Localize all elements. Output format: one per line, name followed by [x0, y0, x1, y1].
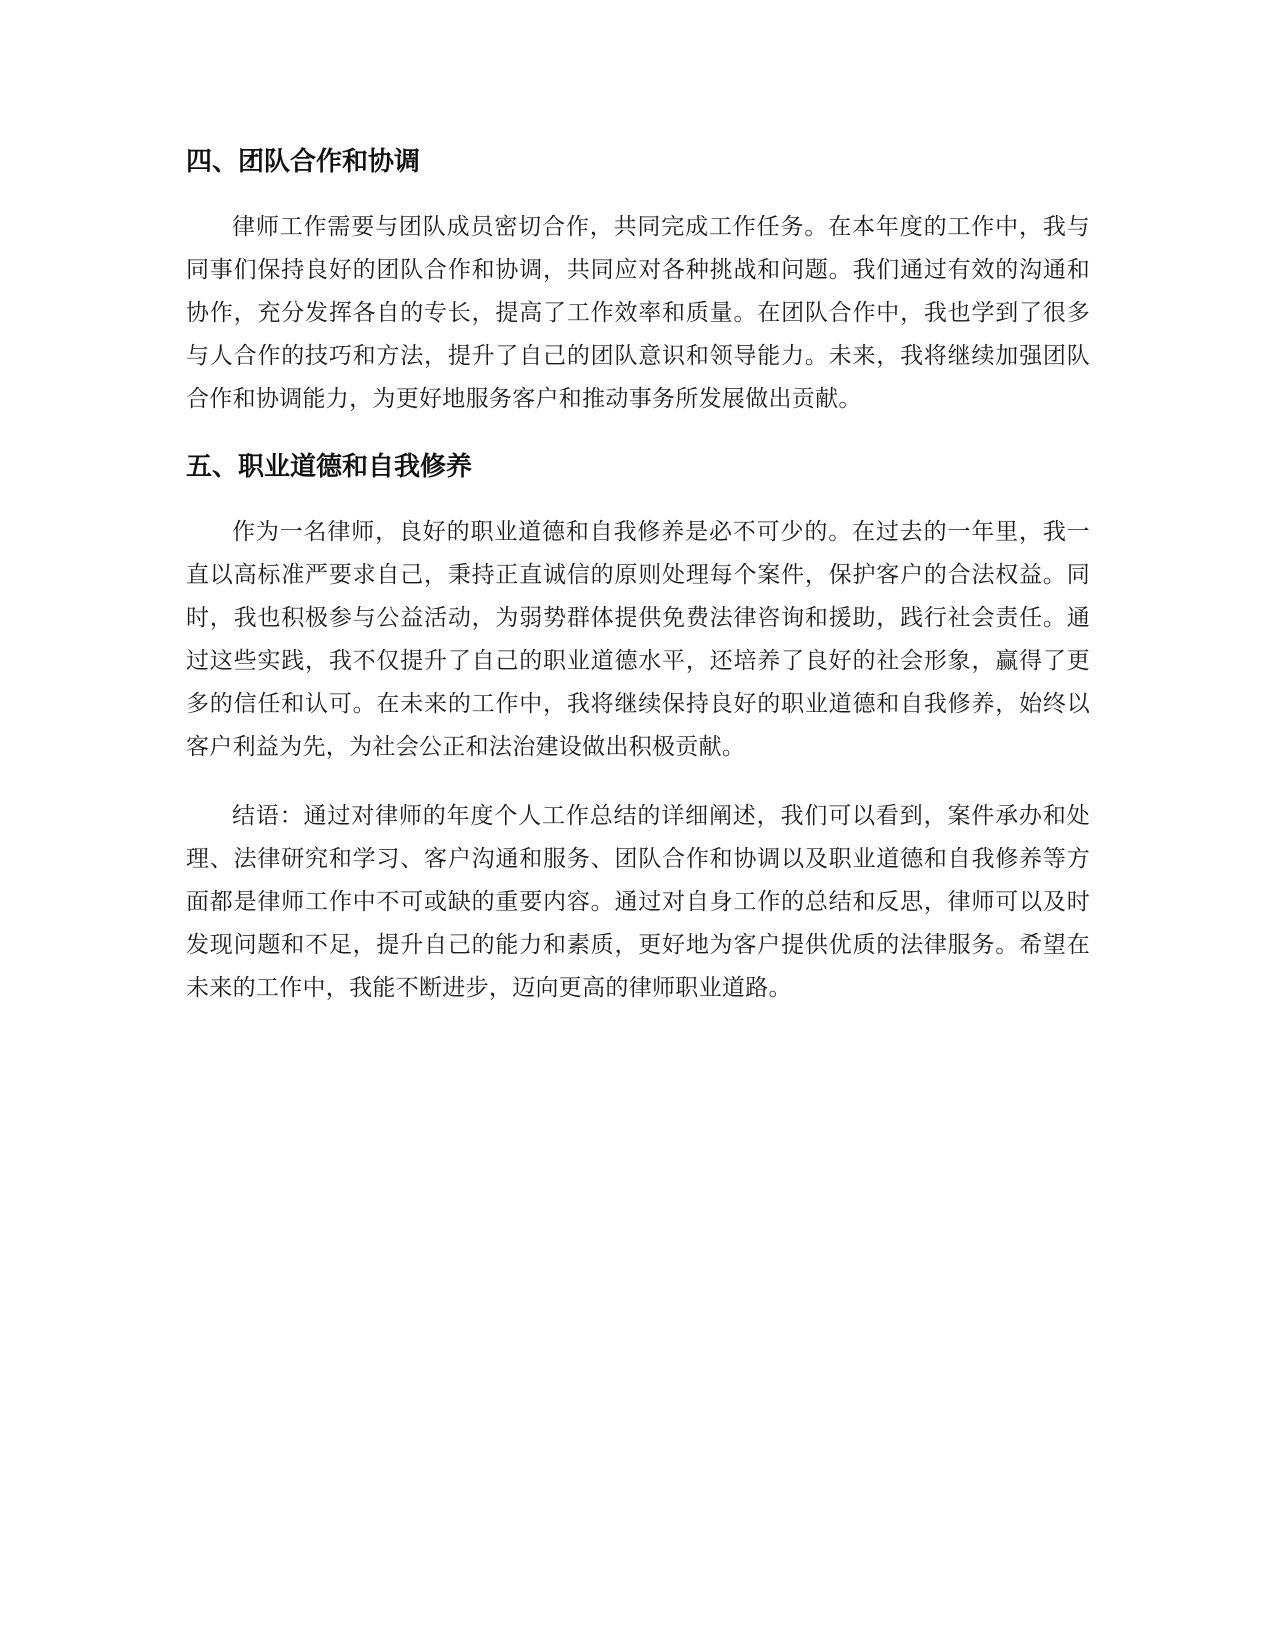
section-paragraph-teamwork: 律师工作需要与团队成员密切合作，共同完成工作任务。在本年度的工作中，我与同事们保持良好的团队合作和协调，共同应对各种挑战和问题。我们通过有效的沟通和协作，充分发挥各自的专长，提高了工作效率和质量。在团队合作中，我也学到了很多与人合作的技巧和方法，提升了自己的团队意识和领导能力。未来，我将继续加强团队合作和协调能力，为更好地服务客户和推动事务所发展做出贡献。	[186, 214, 1090, 412]
section-heading-teamwork: 四、团队合作和协调	[186, 147, 421, 177]
section-heading-ethics: 五、职业道德和自我修养	[186, 452, 473, 482]
document-body	[186, 142, 1090, 1036]
conclusion-paragraph: 结语：通过对律师的年度个人工作总结的详细阐述，我们可以看到，案件承办和处理、法律研究和学习、客户沟通和服务、团队合作和协调以及职业道德和自我修养等方面都是律师工作中不可或缺的重要内容。通过对自身工作的总结和反思，律师可以及时发现问题和不足，提升自己的能力和素质，更好地为客户提供优质的法律服务。希望在未来的工作中，我能不断进步，迈向更高的律师职业道路。	[186, 803, 1090, 1001]
section-paragraph-ethics: 作为一名律师，良好的职业道德和自我修养是必不可少的。在过去的一年里，我一直以高标准严要求自己，秉持正直诚信的原则处理每个案件，保护客户的合法权益。同时，我也积极参与公益活动，为弱势群体提供免费法律咨询和援助，践行社会责任。通过这些实践，我不仅提升了自己的职业道德水平，还培养了良好的社会形象，赢得了更多的信任和认可。在未来的工作中，我将继续保持良好的职业道德和自我修养，始终以客户利益为先，为社会公正和法治建设做出积极贡献。	[186, 519, 1090, 760]
section-teamwork	[186, 142, 1090, 421]
section-ethics	[186, 447, 1090, 769]
